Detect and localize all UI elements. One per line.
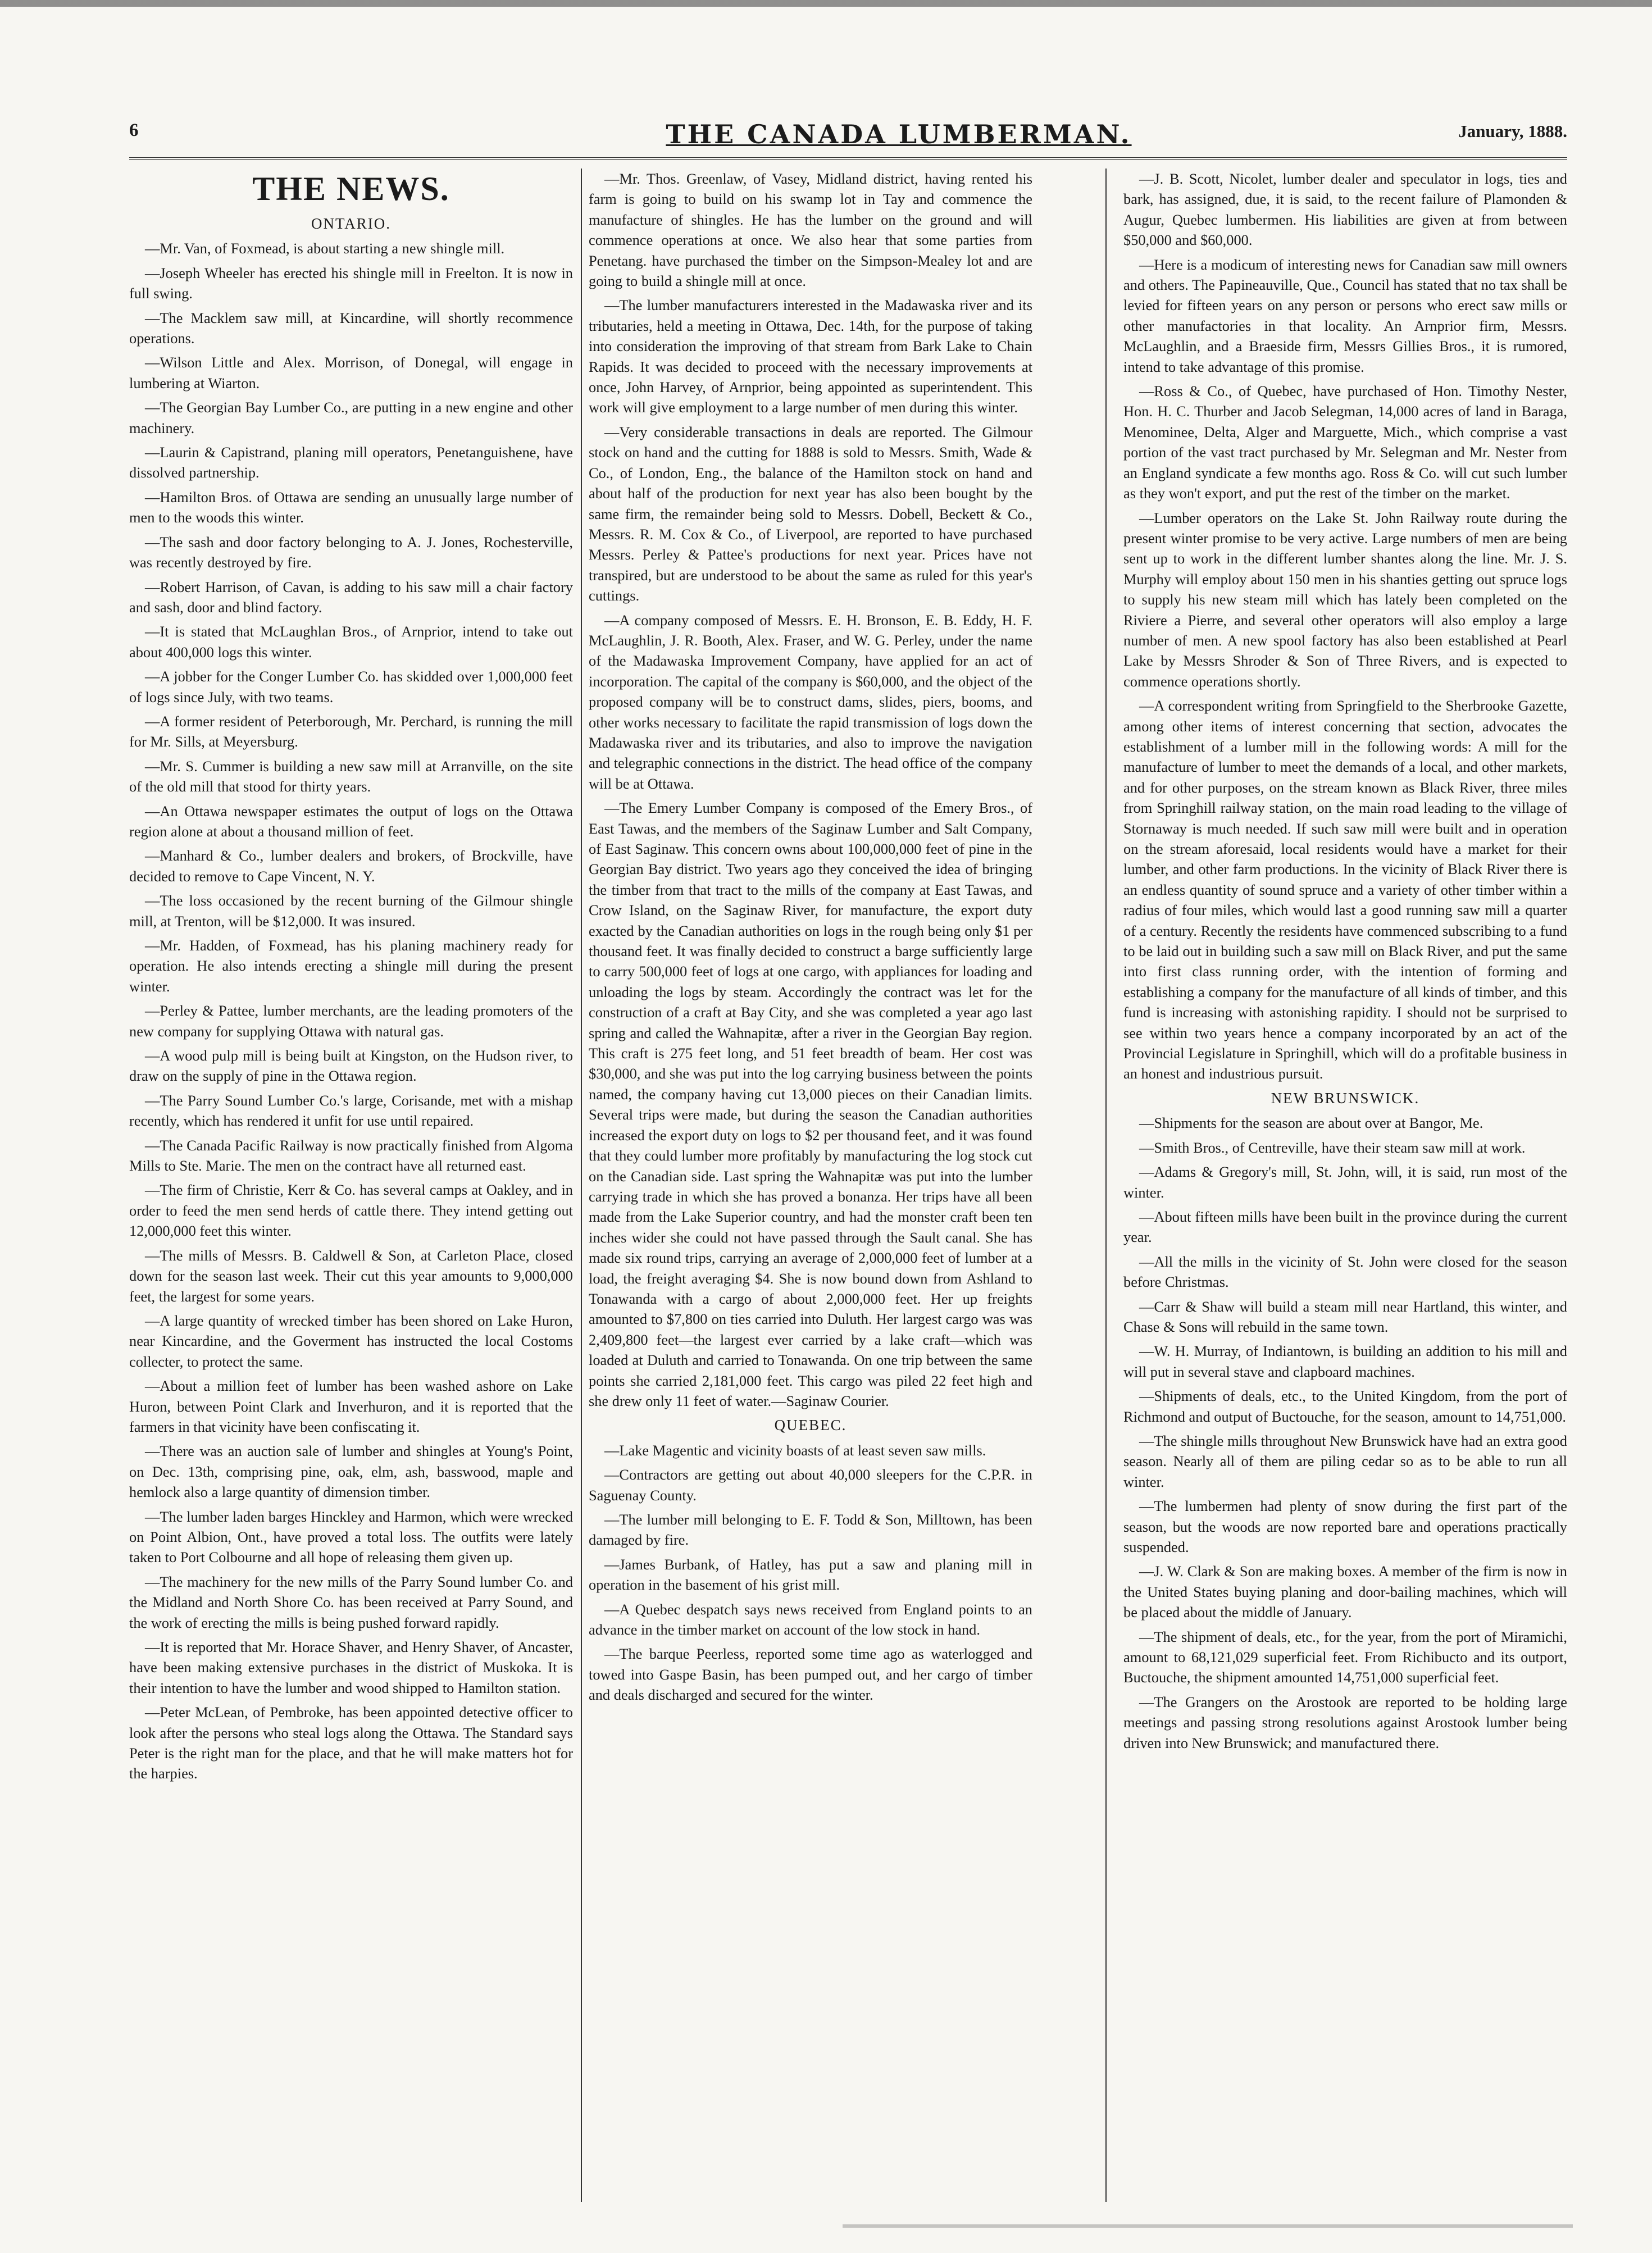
news-item: —About fifteen mills have been built in the province during the current year. [1123,1208,1567,1246]
news-item: —Peter McLean, of Pembroke, has been appointed detective officer to look after the persons who steal logs along the Ottawa. The Standard says Peter is the right man for the place, and that he will make matters hot for the harpies. [129,1704,573,1782]
new-brunswick-items [1123,1113,1567,1753]
news-item: —A correspondent writing from Springfield to the Sherbrooke Gazette, among other items of interest concerning that section, advocates the establishment of a lumber mill in the following words: A mill for the manufacture of lumber to meet the demands of a local, and other markets, and for other purposes, on the stream known as Black River, three miles from Springhill railway station, on the main road leading to the village of Stornaway is much needed. If such saw mill were built and in operation on the stream aforesaid, local residents would have a market for their lumber, and other farm productions. In the vicinity of Black River there is an endless quantity of sound spruce and a variety of other timber within a radius of four miles, which would last a good running saw mill a quarter of a century. Recently the residents have commenced subscribing to a fund to be laid out in building such a saw mill on Black River, and put the same into first class running order, with the intention of forming and establishing a company for the manufacture of all kinds of timber, and this fund is increasing with astonishing rapidity. I should not be surprised to see within two years hence a company incorporated by an act of the Provincial Legislature in Springhill, which will do a profitable business in an honest and industrious pursuit. [1123,697,1567,1082]
column-divider [581,169,582,2202]
news-item: —It is reported that Mr. Horace Shaver, and Henry Shaver, of Ancaster, have been making extensive purchases in the district of Muskoka. It is their intention to have the lumber and wood shipped to Hamilton station. [129,1638,573,1696]
news-item: —J. W. Clark & Son are making boxes. A member of the firm is now in the United States buying planing and door-bailing machines, which will be placed about the middle of January. [1123,1563,1567,1621]
news-item: —Mr. S. Cummer is building a new saw mill at Arranville, on the site of the old mill that stood for thirty years. [129,757,573,795]
news-item: —A jobber for the Conger Lumber Co. has skidded over 1,000,000 feet of logs since July, with two teams. [129,668,573,706]
news-item: —Mr. Thos. Greenlaw, of Vasey, Midland district, having rented his farm is going to build on his swamp lot in Tay and commence the manufacture of shingles. He has the lumber on the ground and will commence operations at once. We also hear that some parties from Penetang. have purchased the timber on the Simpson-Mealey lot and are going to build a shingle mill at once. [589,170,1032,290]
section-heading-ontario: ONTARIO. [311,215,392,232]
news-item: —Mr. Van, of Foxmead, is about starting a new shingle mill. [145,240,505,257]
news-item: —Hamilton Bros. of Ottawa are sending an unusually large number of men to the woods this winter. [129,488,573,526]
masthead: THE CANADA LUMBERMAN. [666,119,1132,149]
news-item: —The loss occasioned by the recent burning of the Gilmour shingle mill, at Trenton, will be $12,000. It was insured. [129,892,573,930]
news-item: —W. H. Murray, of Indiantown, is building an addition to his mill and will put in several stave and clapboard machines. [1123,1342,1567,1380]
news-item: —A Quebec despatch says news received from England points to an advance in the timber market on account of the low stock in hand. [589,1600,1032,1638]
news-item: —A large quantity of wrecked timber has been shored on Lake Huron, near Kincardine, and the Goverment has instructed the local Costoms collecter, to protect the same. [129,1312,573,1370]
column-1 [129,169,573,2208]
news-item: —The lumber manufacturers interested in the Madawaska river and its tributaries, held a meeting in Ottawa, Dec. 14th, for the purpose of taking into consideration the improving of that stream from Bark Lake to Chain Rapids. It was decided to proceed with the necessary improvements at once, John Harvey, of Arnprior, being appointed as superintendent. This work will give employment to a large number of men during this winter. [589,297,1032,416]
news-item: —The lumber laden barges Hinckley and Harmon, which were wrecked on Point Albion, Ont., have proved a total loss. The outfits were lately taken to Port Colbourne and all hope of releasing them given up. [129,1508,573,1566]
news-item: —The barque Peerless, reported some time ago as waterlogged and towed into Gaspe Basin, has been pumped out, and her cargo of timber and deals discharged and secured for the winter. [589,1645,1032,1704]
section-heading-quebec: QUEBEC. [774,1417,847,1434]
news-item: —The Canada Pacific Railway is now practically finished from Algoma Mills to Ste. Marie. The men on the contract have all returned east. [129,1136,573,1175]
scan-edge [843,2224,1573,2228]
news-item: —Smith Bros., of Centreville, have their steam saw mill at work. [1139,1139,1526,1156]
news-item: —Ross & Co., of Quebec, have purchased of Hon. Timothy Nester, Hon. H. C. Thurber and Jacob Selegman, 14,000 acres of land in Baraga, Menominee, Delta, Alger and Marguette, Mich., which comprise a vast portion of the vast tract purchased by Mr. Selegman and Mr. Nester from an England syndicate a few months ago. Ross & Co. will cut such lumber as they won't export, and put the rest of the timber on the market. [1123,383,1567,502]
page-number: 6 [129,120,139,140]
section-heading-new-brunswick: NEW BRUNSWICK. [1271,1089,1420,1107]
news-item: —There was an auction sale of lumber and shingles at Young's Point, on Dec. 13th, comprising pine, oak, elm, ash, basswood, maple and hemlock also a large quantity of dimension timber. [129,1442,573,1501]
quebec-items [589,1440,1032,1705]
news-item: —The shingle mills throughout New Brunswick have had an extra good season. Nearly all of them are piling cedar so as to be able to run all winter. [1123,1432,1567,1490]
news-item: —Laurin & Capistrand, planing mill operators, Penetanguishene, have dissolved partnership. [129,444,573,481]
news-item: —A company composed of Messrs. E. H. Bronson, E. B. Eddy, H. F. McLaughlin, J. R. Booth, Alex. Fraser, and W. G. Perley, under the name of the Madawaska Improvement Company, have applied for an act of incorporation. The capital of the company is $60,000, and the object of the proposed company will be to construct dams, slides, piers, booms, and other works necessary to facilitate the rapid transmission of logs down the Madawaska river and its tributaries, and also to improve the navigation and telegraphic connections in the district. The head office of the company will be at Ottawa. [589,611,1032,792]
ontario-items-continued [589,169,1032,1411]
section-title: THE NEWS. [252,170,450,207]
news-item: —The mills of Messrs. B. Caldwell & Son, at Carleton Place, closed down for the season last week. Their cut this year amounts to 9,000,000 feet, the largest for some years. [129,1246,573,1305]
news-item: —Lake Magentic and vicinity boasts of at least seven saw mills. [604,1441,986,1459]
news-item: —The Parry Sound Lumber Co.'s large, Corisande, met with a mishap recently, which has rendered it unfit for use until repaired. [129,1091,573,1130]
news-item: —Manhard & Co., lumber dealers and brokers, of Brockville, have decided to remove to Cape Vincent, N. Y. [129,847,573,885]
news-item: —Perley & Pattee, lumber merchants, are the leading promoters of the new company for supplying Ottawa with natural gas. [129,1002,573,1040]
news-item: —Shipments for the season are about over at Bangor, Me. [1139,1114,1483,1132]
header-rule [129,157,1567,160]
news-item: —The Grangers on the Arostook are reported to be holding large meetings and passing strong resolutions against Arostook lumber being driven into New Brunswick; and manufactured there. [1123,1693,1567,1751]
column-3 [1123,169,1567,2208]
news-item: —The shipment of deals, etc., for the year, from the port of Miramichi, amount to 68,121,029 superficial feet. From Richibucto and its outport, Buctouche, the shipment amounted 14,751,000 superficial feet. [1123,1628,1567,1686]
news-item: —Mr. Hadden, of Foxmead, has his planing machinery ready for operation. He also intends erecting a shingle mill during the present winter. [129,937,573,995]
news-item: —Contractors are getting out about 40,000 sleepers for the C.P.R. in Saguenay County. [589,1466,1032,1504]
news-item: —A wood pulp mill is being built at Kingston, on the Hudson river, to draw on the supply of pine in the Ottawa region. [129,1047,573,1085]
issue-date: January, 1888. [1458,121,1567,141]
news-item: —The sash and door factory belonging to A. J. Jones, Rochesterville, was recently destroyed by fire. [129,533,573,571]
quebec-items-continued [1123,169,1567,1084]
news-item: —Robert Harrison, of Cavan, is adding to his saw mill a chair factory and sash, door and blind factory. [129,578,573,616]
news-item: —Here is a modicum of interesting news for Canadian saw mill owners and others. The Papineauville, Que., Council has stated that no tax shall be levied for fifteen years on any person or persons who erect saw mills or other manufactories in that locality. An Arnprior firm, Messrs. McLaughlin, and a Braeside firm, Messrs Gillies Bros., it is rumored, intend to take advantage of this promise. [1123,256,1567,375]
scan-edge [0,0,1652,22]
news-item: —Wilson Little and Alex. Morrison, of Donegal, will engage in lumbering at Wiarton. [129,354,573,392]
news-item: —It is stated that McLaughlan Bros., of Arnprior, intend to take out about 400,000 logs this winter. [129,623,573,661]
news-item: —The Emery Lumber Company is composed of the Emery Bros., of East Tawas, and the members of the Saginaw Lumber and Salt Company, of East Saginaw. This concern owns about 100,000,000 feet of pine in the Georgian Bay district. Two years ago they conceived the idea of bringing the timber from that tract to the mills of the company at East Tawas, and Crow Island, on the Saginaw River, for manufacture, the export duty exacted by the Canadian authorities on logs in the rough being only $1 per thousand feet. It was finally decided to construct a barge sufficiently large to carry 500,000 feet of logs at one cargo, with appliances for loading and unloading the logs by steam. Accordingly the contract was let for the construction of a craft at Bay City, and she was completed a year ago last spring and called the Wahnapitæ, after a river in the Georgian Bay region. This craft is 275 feet long, and 51 feet breadth of beam. Her cost was $30,000, and she was put into the log carrying business between the points named, the company having cut 13,000 pieces on their Canadian limits. Several trips were made, but during the season the Canadian authorities increased the export duty on logs to $2 per thousand feet, and it was found that they could lumber more profitably by manufacturing the log stock cut on the Canadian side. Last spring the Wahnapitæ was put into the lumber carrying trade in which she has proved a bonanza. Her trips have all been made from the Lake Superior country, and had the monster craft been ten inches wider she could not have passed through the Sault canal. She has made six round trips, carrying an average of 2,000,000 feet of lumber at a load, the freight averaging $4. She is now bound down from Ashland to Tonawanda with a cargo of about 2,000,000 feet. Her up freights amounted to $7,800 on ties carried into Duluth. Her largest cargo was was 2,409,800 feet—the largest ever carried by a lake craft—which was loaded at Duluth and carried to Tonawanda. On one trip between the same points she carried 2,181,000 feet. This cargo was piled 22 feet high and she drew only 11 feet of water.—Saginaw Courier. [589,799,1032,1409]
page-header [129,119,1567,153]
news-item: —Shipments of deals, etc., to the United Kingdom, from the port of Richmond and output of Buctouche, for the season, amount to 14,751,000. [1123,1387,1567,1425]
ontario-items [129,238,573,1783]
news-item: —The firm of Christie, Kerr & Co. has several camps at Oakley, and in order to feed the men send herds of cattle there. They intend getting out 12,000,000 feet this winter. [129,1181,573,1240]
news-item: —All the mills in the vicinity of St. John were closed for the season before Christmas. [1123,1253,1567,1291]
news-item: —Adams & Gregory's mill, St. John, will, it is said, run most of the winter. [1123,1163,1567,1201]
news-item: —Lumber operators on the Lake St. John Railway route during the present winter promise to be very active. Large numbers of men are being sent up to work in the different lumber shantes along the line. Mr. J. S. Murphy will employ about 150 men in his shanties getting out spruce logs to supply his new steam mill which has lately been completed on the Riviere a Pierre, and several other operators will also employ a large number of men. A new spool factory has also been established at Pearl Lake by Messrs Shroder & Son of Three Rivers, and is expected to commence operations shortly. [1123,509,1567,690]
news-item: —The lumber mill belonging to E. F. Todd & Son, Milltown, has been damaged by fire. [589,1511,1032,1549]
news-item: —The machinery for the new mills of the Parry Sound lumber Co. and the Midland and North Shore Co. has been received at Parry Sound, and the work of erecting the mills is being pushed forward rapidly. [129,1573,573,1631]
news-item: —The Macklem saw mill, at Kincardine, will shortly recommence operations. [129,309,573,347]
news-item: —A former resident of Peterborough, Mr. Perchard, is running the mill for Mr. Sills, at Meyersburg. [129,712,573,750]
column-2 [589,169,1032,2208]
news-item: —About a million feet of lumber has been washed ashore on Lake Huron, between Point Clark and Inverhuron, and it is reported that the farmers in that vicinity have been confiscating it. [129,1377,573,1435]
news-item: —Very considerable transactions in deals are reported. The Gilmour stock on hand and the cutting for 1888 is sold to Messrs. Smith, Wade & Co., of London, Eng., the balance of the Hamilton stock on hand and about half of the production for next year has also been bought by the same firm, the remainder being sold to Messrs. Dobell, Beckett & Co., Messrs. R. M. Cox & Co., of Liverpool, are reported to have purchased Messrs. Perley & Pattee's productions for next year. Prices have not transpired, but are understood to be about the same as ruled for this year's cuttings. [589,423,1032,604]
column-divider [1105,169,1107,2202]
news-item: —James Burbank, of Hatley, has put a saw and planing mill in operation in the basement of his grist mill. [589,1555,1032,1594]
news-item: —Joseph Wheeler has erected his shingle mill in Freelton. It is now in full swing. [129,264,573,302]
news-item: —An Ottawa newspaper estimates the output of logs on the Ottawa region alone at about a thousand million of feet. [129,802,573,840]
news-item: —Carr & Shaw will build a steam mill near Hartland, this winter, and Chase & Sons will rebuild in the same town. [1123,1298,1567,1335]
news-item: —The lumbermen had plenty of snow during the first part of the season, but the woods are now reported bare and operations practically suspended. [1123,1498,1567,1555]
news-item: —J. B. Scott, Nicolet, lumber dealer and speculator in logs, ties and bark, has assigned, due, it is said, to the recent failure of Plamonden & Augur, Quebec lumbermen. His liabilities are given at from between $50,000 and $60,000. [1123,170,1567,249]
news-item: —The Georgian Bay Lumber Co., are putting in a new engine and other machinery. [129,399,573,436]
